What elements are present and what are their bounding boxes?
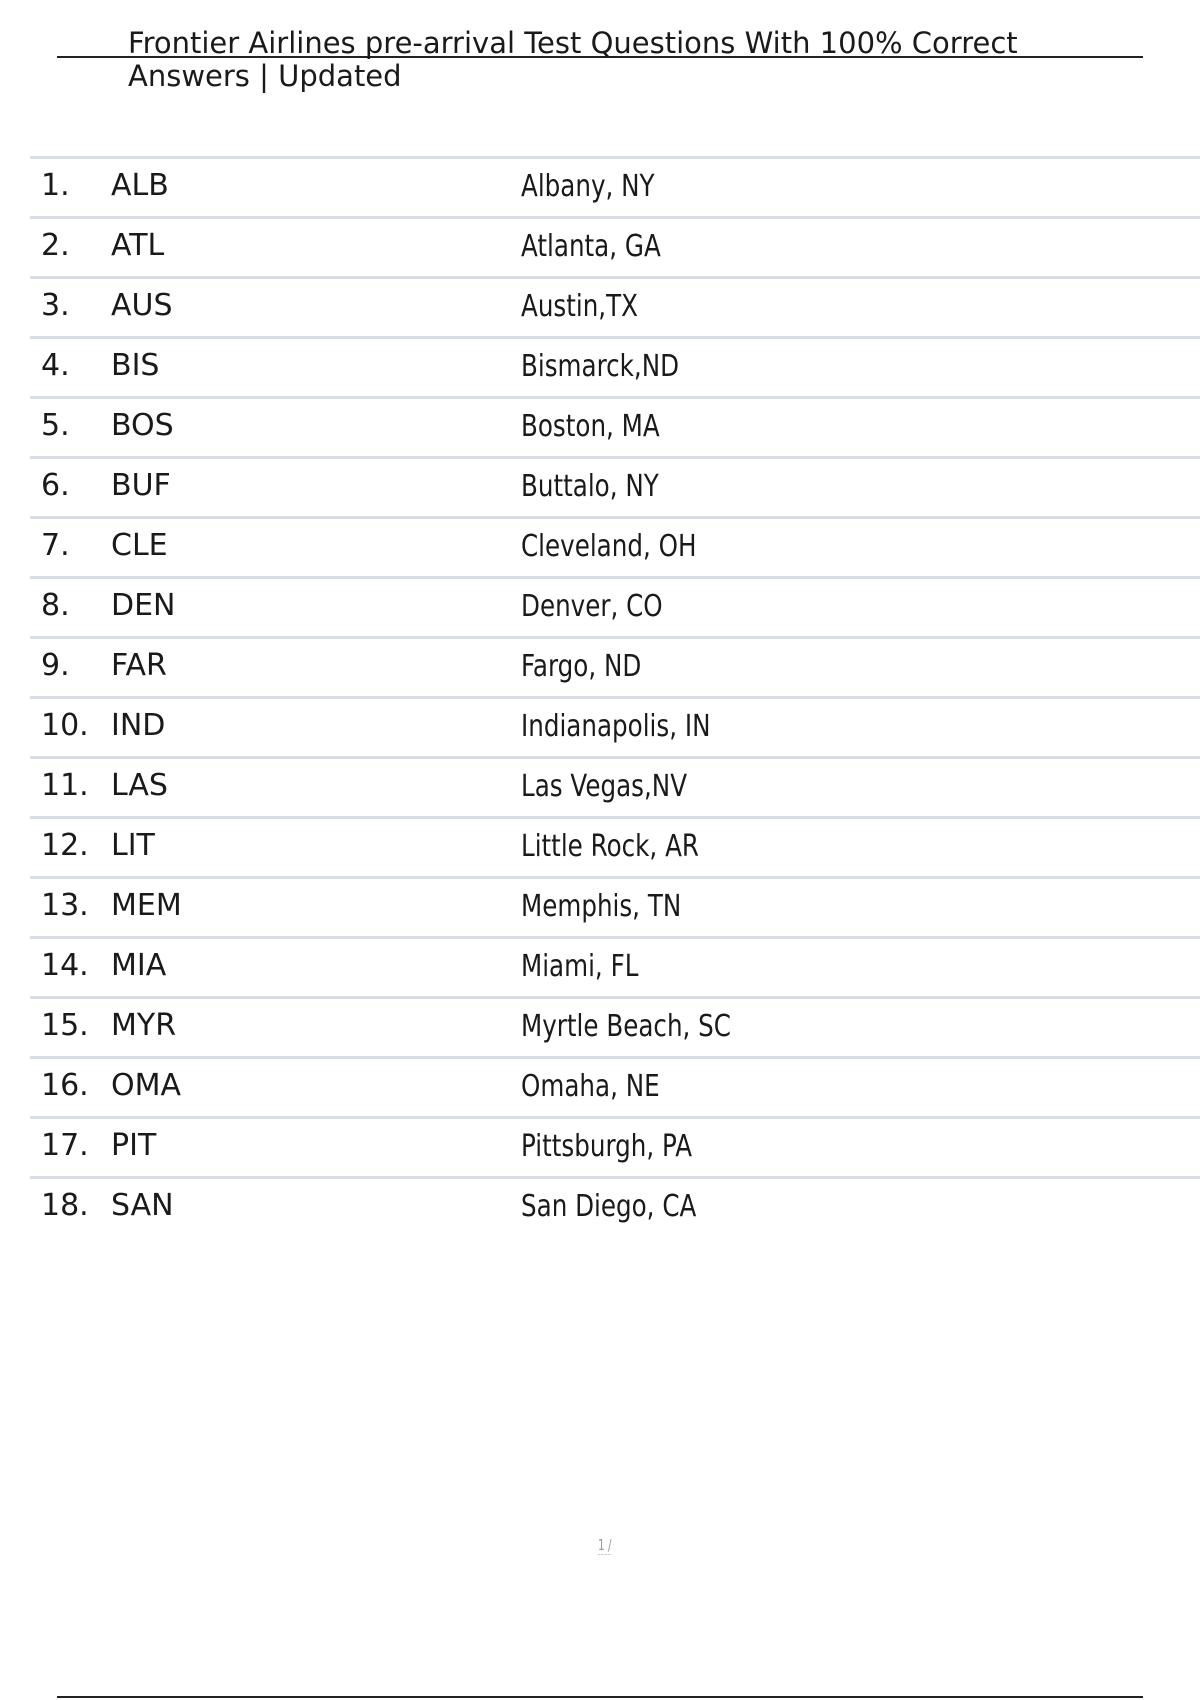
- list-item: [30, 216, 1200, 276]
- city-answer: San Diego, CA: [521, 1189, 697, 1224]
- list-item: [30, 1056, 1200, 1116]
- item-number: 11.: [41, 768, 89, 803]
- city-answer: Little Rock, AR: [521, 829, 699, 864]
- list-item: [30, 276, 1200, 336]
- airport-code: AUS: [111, 288, 173, 323]
- item-number: 8.: [41, 588, 70, 623]
- page-number: 1 /: [598, 1536, 612, 1554]
- item-number: 4.: [41, 348, 70, 383]
- list-item: [30, 696, 1200, 756]
- airport-code: BOS: [111, 408, 174, 443]
- list-item: [30, 936, 1200, 996]
- airport-code: LAS: [111, 768, 168, 803]
- list-item: [30, 516, 1200, 576]
- city-answer: Las Vegas,NV: [521, 769, 688, 804]
- item-number: 10.: [41, 708, 89, 743]
- list-item: [30, 396, 1200, 456]
- list-item: [30, 816, 1200, 876]
- city-answer: Denver, CO: [521, 589, 663, 624]
- list-item: [30, 876, 1200, 936]
- city-answer: Miami, FL: [521, 949, 639, 984]
- item-number: 1.: [41, 168, 70, 203]
- airport-code: FAR: [111, 648, 167, 683]
- list-item: [30, 636, 1200, 696]
- city-answer: Boston, MA: [521, 409, 660, 444]
- city-answer: Bismarck,ND: [521, 349, 680, 384]
- city-answer: Fargo, ND: [521, 649, 642, 684]
- list-item: [30, 996, 1200, 1056]
- item-number: 5.: [41, 408, 70, 443]
- city-answer: Austin,TX: [521, 289, 639, 324]
- item-number: 12.: [41, 828, 89, 863]
- city-answer: Omaha, NE: [521, 1069, 660, 1104]
- list-item: [30, 756, 1200, 816]
- list-item: [30, 1176, 1200, 1236]
- list-item: [30, 336, 1200, 396]
- city-answer: Cleveland, OH: [521, 529, 697, 564]
- airport-code: CLE: [111, 528, 168, 563]
- item-number: 15.: [41, 1008, 89, 1043]
- list-item: [30, 456, 1200, 516]
- item-number: 3.: [41, 288, 70, 323]
- airport-code-list: [30, 156, 1200, 1236]
- city-answer: Atlanta, GA: [521, 229, 661, 264]
- item-number: 9.: [41, 648, 70, 683]
- airport-code: BIS: [111, 348, 160, 383]
- city-answer: Buttalo, NY: [521, 469, 659, 504]
- item-number: 2.: [41, 228, 70, 263]
- city-answer: Memphis, TN: [521, 889, 682, 924]
- list-item: [30, 576, 1200, 636]
- airport-code: DEN: [111, 588, 176, 623]
- city-answer: Albany, NY: [521, 169, 655, 204]
- city-answer: Pittsburgh, PA: [521, 1129, 693, 1164]
- airport-code: IND: [111, 708, 166, 743]
- item-number: 14.: [41, 948, 89, 983]
- airport-code: OMA: [111, 1068, 182, 1103]
- airport-code: PIT: [111, 1128, 157, 1163]
- airport-code: ATL: [111, 228, 165, 263]
- airport-code: LIT: [111, 828, 155, 863]
- item-number: 6.: [41, 468, 70, 503]
- footer-rule: [57, 1696, 1143, 1698]
- item-number: 7.: [41, 528, 70, 563]
- item-number: 18.: [41, 1188, 89, 1223]
- city-answer: Myrtle Beach, SC: [521, 1009, 731, 1044]
- airport-code: SAN: [111, 1188, 174, 1223]
- airport-code: MIA: [111, 948, 167, 983]
- airport-code: MYR: [111, 1008, 177, 1043]
- airport-code: MEM: [111, 888, 182, 923]
- airport-code: BUF: [111, 468, 171, 503]
- item-number: 17.: [41, 1128, 89, 1163]
- document-title: Frontier Airlines pre-arrival Test Questions With 100% Correct Answers | Updated: [128, 26, 1018, 93]
- item-number: 13.: [41, 888, 89, 923]
- airport-code: ALB: [111, 168, 169, 203]
- city-answer: Indianapolis, IN: [521, 709, 711, 744]
- item-number: 16.: [41, 1068, 89, 1103]
- list-item: [30, 1116, 1200, 1176]
- list-item: [30, 156, 1200, 216]
